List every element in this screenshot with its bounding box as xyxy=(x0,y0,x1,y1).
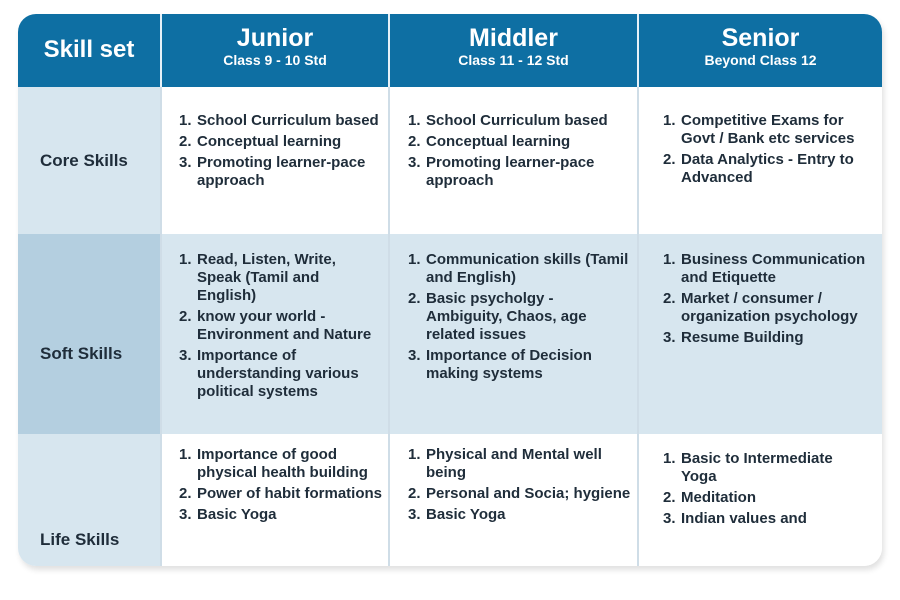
junior-subtitle: Class 9 - 10 Std xyxy=(223,52,327,68)
core-skills-label: Core Skills xyxy=(40,151,128,170)
soft-senior-list xyxy=(663,251,872,350)
life-skills-row xyxy=(18,434,882,566)
life-senior-list xyxy=(663,450,872,531)
header-row xyxy=(18,14,882,87)
list-item: 2. know your world - Environment and Nature xyxy=(179,308,372,343)
core-skills-label-cell xyxy=(18,87,160,234)
junior-title: Junior xyxy=(236,24,314,52)
header-skillset-cell xyxy=(18,14,160,87)
list-item: 2. Power of habit formations xyxy=(179,485,383,502)
list-item: 2. Personal and Socia; hygiene xyxy=(408,485,631,502)
list-item: 1. Physical and Mental well being xyxy=(408,446,602,481)
list-item: 3. Promoting learner-pace approach xyxy=(408,154,595,189)
life-senior-cell xyxy=(637,434,882,566)
life-junior-list xyxy=(179,446,382,527)
list-item: 2. Data Analytics - Entry to Advanced xyxy=(663,151,854,186)
core-middler-list xyxy=(408,112,631,193)
list-item: 2. Conceptual learning xyxy=(408,133,571,150)
list-item: 1. School Curriculum based xyxy=(408,112,608,129)
list-item: 1. Basic to Intermediate Yoga xyxy=(663,450,833,485)
soft-middler-cell xyxy=(388,234,637,434)
list-item: 2. Meditation xyxy=(663,489,756,506)
list-item: 1. Business Communication and Etiquette xyxy=(663,251,866,286)
list-item: 2. Conceptual learning xyxy=(179,133,342,150)
list-item: 3. Promoting learner-pace approach xyxy=(179,154,366,189)
life-skills-label-cell xyxy=(18,434,160,566)
life-middler-cell xyxy=(388,434,637,566)
core-senior-list xyxy=(663,112,872,190)
list-item: 1. Communication skills (Tamil and English) xyxy=(408,251,629,286)
list-item: 3. Importance of Decision making systems xyxy=(408,347,592,382)
life-junior-cell xyxy=(160,434,388,566)
skillset-title: Skill set xyxy=(43,36,135,63)
middler-subtitle: Class 11 - 12 Std xyxy=(458,52,569,68)
header-senior-cell xyxy=(637,14,882,87)
senior-title: Senior xyxy=(721,24,800,52)
soft-skills-label: Soft Skills xyxy=(40,344,123,363)
soft-junior-cell xyxy=(160,234,388,434)
soft-skills-row xyxy=(18,234,882,434)
list-item: 1. Read, Listen, Write, Speak (Tamil and English) xyxy=(179,251,336,304)
header-junior-cell xyxy=(160,14,388,87)
list-item: 3. Importance of understanding various political systems xyxy=(179,347,359,400)
list-item: 3. Resume Building xyxy=(663,329,804,346)
list-item: 2. Market / consumer / organization psychology xyxy=(663,290,858,325)
skills-table xyxy=(18,14,882,566)
list-item: 1. School Curriculum based xyxy=(179,112,379,129)
list-item: 1. Competitive Exams for Govt / Bank etc services xyxy=(663,112,855,147)
life-skills-label: Life Skills xyxy=(40,530,120,549)
soft-junior-list xyxy=(179,251,382,404)
life-middler-list xyxy=(408,446,631,527)
soft-skills-label-cell xyxy=(18,234,160,434)
header-middler-cell xyxy=(388,14,637,87)
soft-senior-cell xyxy=(637,234,882,434)
core-junior-cell xyxy=(160,87,388,234)
list-item: 1. Importance of good physical health building xyxy=(179,446,368,481)
list-item: 3. Indian values and xyxy=(663,510,807,527)
list-item: 2. Basic psycholgy - Ambiguity, Chaos, age related issues xyxy=(408,290,587,343)
soft-middler-list xyxy=(408,251,631,386)
core-middler-cell xyxy=(388,87,637,234)
list-item: 3. Basic Yoga xyxy=(179,506,277,523)
senior-subtitle: Beyond Class 12 xyxy=(704,52,817,68)
list-item: 3. Basic Yoga xyxy=(408,506,506,523)
core-skills-row xyxy=(18,87,882,234)
middler-title: Middler xyxy=(469,24,558,52)
core-junior-list xyxy=(179,112,382,193)
core-senior-cell xyxy=(637,87,882,234)
